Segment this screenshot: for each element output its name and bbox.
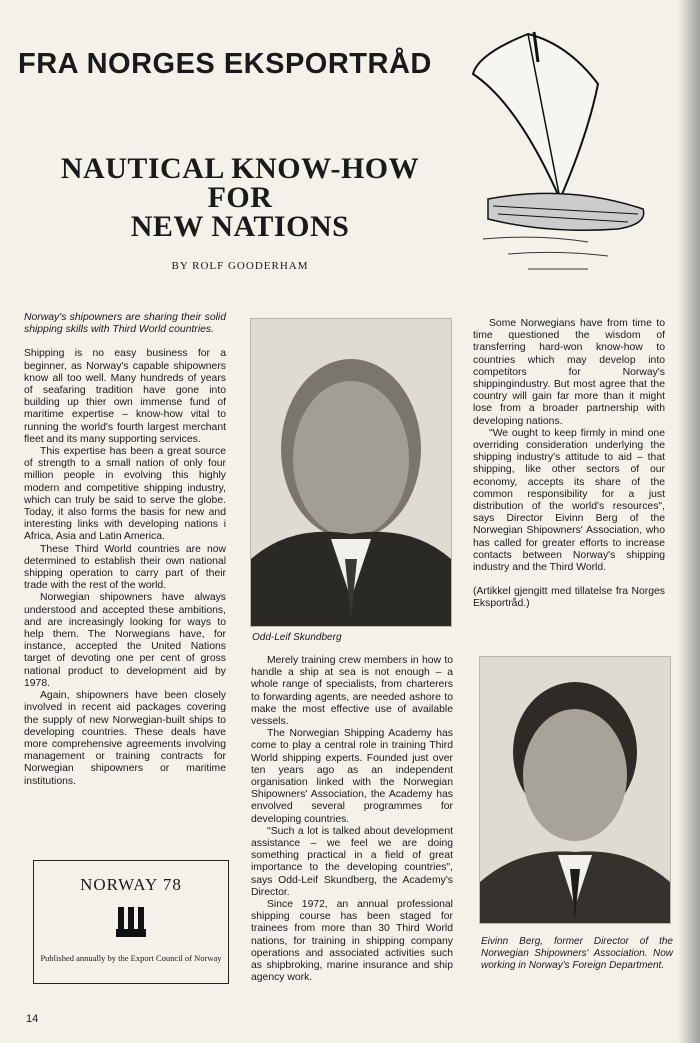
section-header: FRA NORGES EKSPORTRÅD: [18, 48, 432, 80]
portrait-photo-skundberg: [250, 318, 452, 627]
paragraph: Since 1972, an annual professional shipping course has been staged for trainees from more than 30 Third World nations, for training in shipping company operations and associated activities such as shipbroking, marine insurance and ship agency work.: [251, 899, 453, 984]
paragraph: Shipping is no easy business for a beginner, as Norway's capable shipowners know all too well. Many hundreds of years of seafaring tradition have gone into building up thier own immense fund of maritime expertise – know-how vital to running the world's fourth largest merchant fleet and its many supporting services.: [24, 348, 226, 445]
headline-line: FOR: [207, 181, 273, 214]
paragraph: These Third World countries are now determined to establish their own national shipping operation to carry part of their trade with the rest of the world.: [24, 543, 226, 592]
paragraph: Again, shipowners have been closely involved in recent aid packages covering the supply of new Norwegian-built ships to developing countries. These deals have more comprehensive agreements involving management or training contracts for Norwegian shipowners or maritime institutions.: [24, 690, 226, 787]
article-intro: Norway's shipowners are sharing their solid shipping skills with Third World countries.: [24, 312, 226, 336]
photo-caption: Odd-Leif Skundberg: [252, 632, 342, 643]
paragraph: Merely training crew members in how to handle a ship at sea is not enough – a whole range of specialists, from charterers to forwarding agents, are needed ashore to make the most effective use of available vessels.: [251, 655, 453, 728]
paragraph: "We ought to keep firmly in mind one overriding consideration underlying the shipping industry's attitude to aid – that shipping, like other sectors of our economy, accepts its share of the common responsibility for a just distribution of the world's resources", says Director Eivinn Berg of the Norwegian Shipowners' Association, who has called for greater efforts to increase contacts between Norway's shipping industry and the Third World.: [473, 427, 665, 574]
paragraph: This expertise has been a great source of strength to a small nation of only four million people in evolving this highly modern and competitive shipping industry, which can truly be said to serve the globe. Today, it also forms the basis for new and interesting links with developing nations i Africa, Asia and Latin America.: [24, 446, 226, 543]
promo-title: NORWAY 78: [80, 875, 182, 894]
headline-line: NAUTICAL KNOW-HOW: [60, 152, 420, 185]
portrait-photo-berg: [479, 656, 671, 924]
page-spine-shadow: [678, 0, 700, 1043]
article-headline: [20, 154, 460, 241]
promo-box: [33, 860, 229, 984]
paragraph: Norwegian shipowners have always understood and accepted these ambitions, and are increasingly looking for ways to help them. The Norwegians have, for instance, accepted the United Nations target of devoting one per cent of gross national product to development aid by 1978.: [24, 592, 226, 689]
photo-caption: Eivinn Berg, former Director of the Norwegian Shipowners' Association. Now working in Norway's Foreign Department.: [481, 936, 673, 971]
paragraph: "Such a lot is talked about development assistance – we feel we are doing something practical in a field of great importance to the developing countries", says Odd-Leif Skundberg, the Academy's Director.: [251, 825, 453, 898]
promo-text: Published annually by the Export Council of Norway: [40, 953, 222, 963]
reprint-credit: (Artikkel gjengitt med tillatelse fra Norges Eksportråd.): [473, 586, 665, 610]
article-column-3: [473, 318, 665, 611]
article-column-1: [24, 312, 226, 788]
paragraph: The Norwegian Shipping Academy has come to play a central role in training Third World shipping experts. Founded just over ten years ago as an independent organisation linked with the Norwegian Shipowners' Association, the Academy has envolved several programmes for developing countries.: [251, 728, 453, 825]
paragraph: Some Norwegians have from time to time questioned the wisdom of transferring hard-won know-how to countries which may develop into competitors for Norway's shippingindustry. But most agree that the country will gain far more than it might lose from a broader partnership with developing nations.: [473, 318, 665, 427]
viking-ship-sail-icon: [468, 14, 658, 276]
article-column-2: [251, 655, 453, 984]
export-council-logo-icon: [114, 905, 148, 939]
page-number: 14: [26, 1013, 39, 1025]
byline: BY ROLF GOODERHAM: [171, 260, 309, 272]
headline-line: NEW NATIONS: [130, 210, 350, 243]
